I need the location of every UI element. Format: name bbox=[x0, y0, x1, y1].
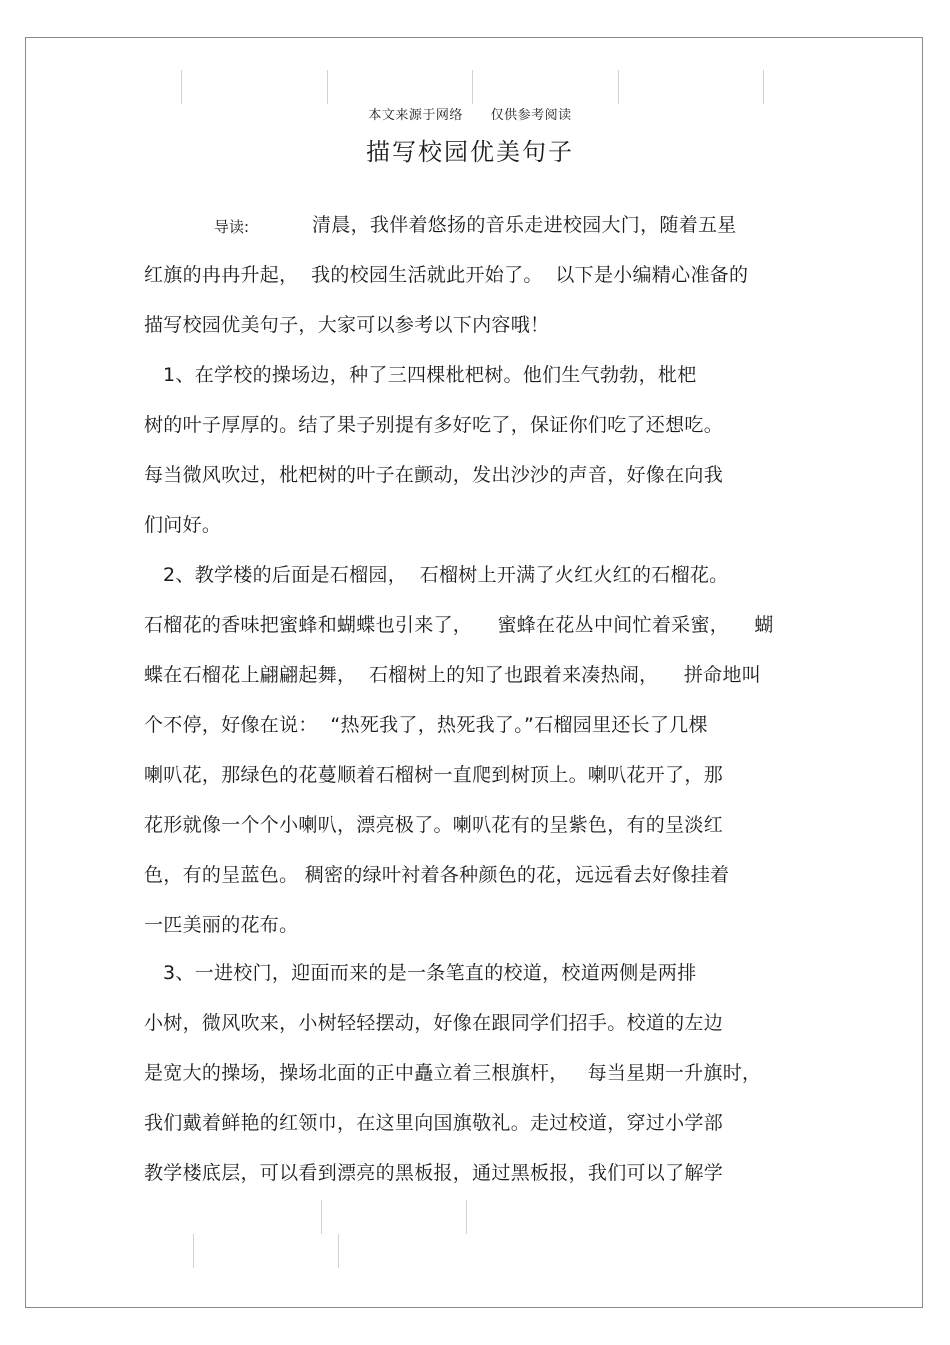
page-title: 描写校园优美句子 bbox=[366, 138, 574, 166]
scan-mark bbox=[466, 1200, 467, 1234]
paragraph-line: 1、在学校的操场边，种了三四棵枇杷树。他们生气勃勃，枇杷 bbox=[144, 364, 697, 386]
intro-label: 导读: bbox=[214, 218, 250, 236]
paragraph-line: 蝶在石榴花上翩翩起舞， 石榴树上的知了也跟着来凑热闹， 拼命地叫 bbox=[144, 664, 762, 686]
paragraph-line: 我们戴着鲜艳的红领巾，在这里向国旗敬礼。走过校道，穿过小学部 bbox=[144, 1112, 724, 1134]
intro-line: 描写校园优美句子，大家可以参考以下内容哦！ bbox=[144, 314, 550, 336]
paragraph-line: 教学楼底层，可以看到漂亮的黑板报，通过黑板报，我们可以了解学 bbox=[144, 1162, 724, 1184]
paragraph-line: 3、一进校门，迎面而来的是一条笔直的校道，校道两侧是两排 bbox=[144, 962, 697, 984]
scan-mark bbox=[338, 1234, 339, 1268]
source-note: 本文来源于网络 仅供参考阅读 bbox=[368, 108, 572, 123]
paragraph-line: 石榴花的香味把蜜蜂和蝴蝶也引来了， 蜜蜂在花丛中间忙着采蜜， 蝴 bbox=[144, 614, 774, 636]
scan-mark bbox=[321, 1200, 322, 1234]
scan-mark bbox=[327, 70, 328, 104]
paragraph-line: 色，有的呈蓝色。 稠密的绿叶衬着各种颜色的花，远远看去好像挂着 bbox=[144, 864, 730, 886]
paragraph-line: 们问好。 bbox=[144, 514, 222, 536]
scan-mark bbox=[181, 70, 182, 104]
paragraph-line: 2、教学楼的后面是石榴园， 石榴树上开满了火红火红的石榴花。 bbox=[144, 564, 729, 586]
paragraph-line: 小树，微风吹来，小树轻轻摆动，好像在跟同学们招手。校道的左边 bbox=[144, 1012, 724, 1034]
paragraph-line: 一匹美丽的花布。 bbox=[144, 914, 299, 936]
paragraph-line: 每当微风吹过，枇杷树的叶子在颤动，发出沙沙的声音，好像在向我 bbox=[144, 464, 724, 486]
paragraph-line: 是宽大的操场，操场北面的正中矗立着三根旗杆， 每当星期一升旗时， bbox=[144, 1062, 762, 1084]
scan-mark bbox=[472, 70, 473, 104]
paragraph-line: 树的叶子厚厚的。结了果子别提有多好吃了，保证你们吃了还想吃。 bbox=[144, 414, 724, 436]
scan-mark bbox=[193, 1234, 194, 1268]
intro-line: 红旗的冉冉升起， 我的校园生活就此开始了。 以下是小编精心准备的 bbox=[144, 264, 749, 286]
scan-mark bbox=[763, 70, 764, 104]
scan-mark bbox=[618, 70, 619, 104]
paragraph-line: 个不停，好像在说： “热死我了，热死我了。”石榴园里还长了几棵 bbox=[144, 714, 708, 736]
paragraph-line: 花形就像一个个小喇叭，漂亮极了。喇叭花有的呈紫色，有的呈淡红 bbox=[144, 814, 724, 836]
paragraph-line: 喇叭花，那绿色的花蔓顺着石榴树一直爬到树顶上。喇叭花开了，那 bbox=[144, 764, 724, 786]
intro-line: 清晨，我伴着悠扬的音乐走进校园大门，随着五星 bbox=[312, 214, 737, 236]
